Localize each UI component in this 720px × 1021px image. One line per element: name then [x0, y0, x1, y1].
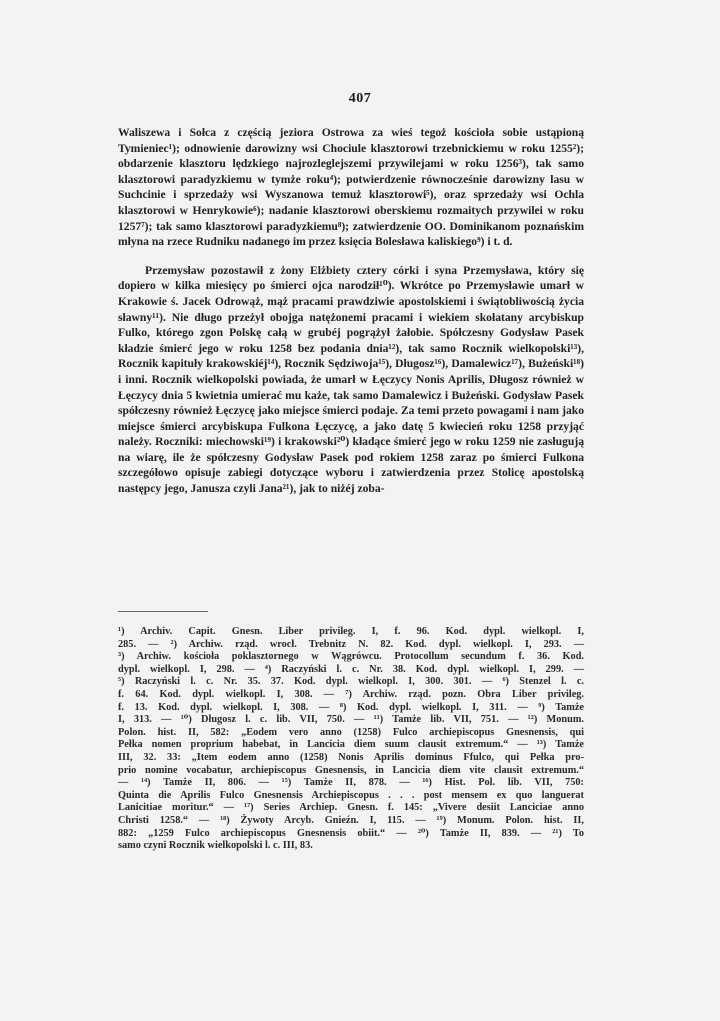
footnote-line: 285. — ²) Archiw. rząd. wrocł. Trebnitz N. 82. Kod. dypl. wielkopl. I, 293. —	[118, 638, 584, 650]
footnote-line: 882: „1259 Fulco archiepiscopus Gnesnensis obiit.“ — ²⁰) Tamże II, 839. — ²¹) To	[118, 827, 584, 839]
footnote-separator	[118, 611, 208, 612]
footnote-line: I, 313. — ¹⁰) Długosz l. c. lib. VII, 750. — ¹¹) Tamże lib. VII, 751. — ¹²) Monum.	[118, 714, 584, 726]
page-number: 407	[348, 91, 372, 106]
footnote-block	[118, 626, 584, 853]
footnote-line: dypl. wielkopl. I, 298. — ⁴) Raczyński l. c. Nr. 38. Kod. dypl. wielkopl. I, 299. —	[118, 663, 584, 675]
footnote-line: Lanicitiae moritur.“ — ¹⁷) Series Archiep. Gnesn. f. 145: „Vivere desiit Lanciciae anno	[118, 802, 584, 814]
footnote-line: Christi 1258.“ — ¹⁸) Żywoty Arcyb. Gnieźn. I, 115. — ¹⁹) Monum. Polon. hist. II,	[118, 814, 584, 826]
footnote-line: — ¹⁴) Tamże II, 806. — ¹⁵) Tamże II, 878. — ¹⁶) Hist. Pol. lib. VII, 750:	[118, 777, 584, 789]
main-text	[118, 125, 584, 497]
footnote-line: ¹) Archiv. Capit. Gnesn. Liber privileg. I, f. 96. Kod. dypl. wielkopl. I,	[118, 626, 584, 637]
footnote-line: Polon. hist. II, 582: „Eodem vero anno (1258) Fulco archiepiscopus Gnesnensis, qui	[118, 726, 584, 738]
footnote-line: f. 64. Kod. dypl. wielkopl. I, 308. — ⁷) Archiw. rząd. pozn. Obra Liber privileg.	[118, 688, 584, 700]
footnote-line: f. 13. Kod. dypl. wielkopl. I, 308. — ⁸) Kod. dypl. wielkopl. I, 311. — ⁹) Tamże	[118, 701, 584, 713]
footnote-line: Quinta die Aprilis Fulco Gnesnensis Archiepiscopus . . . post mensem ex quo languerat	[118, 789, 584, 801]
paragraph-2: Przemysław pozostawił z żony Elżbiety cztery córki i syna Przemysława, który się dopiero w kilka miesięcy po śmierci ojca narodził¹⁰). Wkrótce po Przemysławie umarł w Krakowie ś. Jacek Odrowąż, mąż pracami prawdziwie apostolskiemi i świątobliwością życia sławny¹¹). Nie długo przeżył obojga natężonemi pracami i wiekiem skołatany arcybiskup Fulko, którego zgon Polskę całą w grubéj pogrążył żałobie. Spółczesny Godysław Pasek kładzie śmierć jego w roku 1258 bez podania dnia¹²), tak samo Rocznik wielkopolski¹³), Rocznik kapituły krakowskiéj¹⁴), Rocznik Sędziwoja¹⁵), Długosz¹⁶), Damalewicz¹⁷), Bużeński¹⁸) i inni. Rocznik wielkopolski powiada, że umarł w Łęczycy Nonis Aprilis, Długosz również w Łęczycy dnia 5 kwietnia umierać mu każe, tak samo Damalewicz i Bużeński. Godysław Pasek spółczesny również Łęczycę jako miejsce śmierci podaje. Za temi przeto powagami i nam jako miejsce śmierci arcybiskupa Fulkona Łęczycę, a jako datę 5 kwiecień roku 1258 przyjąć należy. Roczniki: miechowski¹⁹) i krakowski²⁰) kładące śmierć jego w roku 1259 nie zasługują na wiarę, ile że spółczesny Godysław Pasek pod rokiem 1258 zaraz po śmierci Fulkona szczegółowo opisuje zabiegi dotyczące wyboru i zatwierdzenia przez Stolicę apostolską następcy jego, Janusza czyli Jana²¹), jak to niżéj zoba-	[118, 263, 584, 496]
footnote-line: samo czyni Rocznik wielkopolski l. c. III, 83.	[118, 840, 313, 852]
footnote-line: ⁵) Raczyński l. c. Nr. 35. 37. Kod. dypl. wielkopl. I, 300. 301. — ⁶) Stenzel l. c.	[118, 676, 584, 688]
paragraph-1: Waliszewa i Sołca z częścią jeziora Ostrowa za wieś tegoż kościoła sobie ustąpioną Tymieniec¹); odnowienie darowizny wsi Chociule klasztorowi trzebnickiemu w roku 1255²); obdarzenie klasztoru lędzkiego najrozleglejszemi przywilejami w roku 1256³), tak samo klasztorowi paradyzkiemu w tymże roku⁴); potwierdzenie równocześnie darowizny lasu w Suchcinie i sprzedaży wsi Wyszanowa temuż klasztorowi⁵), oraz sprzedaży wsi Ochla klasztorowi w Henrykowie⁶); nadanie klasztorowi oberskiemu rozmaitych przywilei w roku 1257⁷); tak samo klasztorowi paradyzkiemu⁸); zatwierdzenie OO. Dominikanom poznańskim młyna na rzece Rudniku nadanego im przez księcia Bolesława kaliskiego⁹) i t. d.	[118, 126, 584, 249]
footnote-line: III, 32. 33: „Item eodem anno (1258) Nonis Aprilis dominus Ffulco, qui Pełka pro-	[118, 751, 584, 763]
footnote-line: prio nomine vocabatur, archiepiscopus Gnesnensis, in Lancicia diem vite clausit extremum.“	[118, 764, 584, 776]
footnotes	[118, 626, 584, 853]
footnote-line: Pełka nomen proprium habebat, in Lancicia diem suum clausit extremum.“ — ¹³) Tamże	[118, 739, 584, 751]
footnote-line: ³) Archiw. kościoła poklasztornego w Wągrówcu. Protocollum secundum f. 36. Kod.	[118, 651, 584, 663]
